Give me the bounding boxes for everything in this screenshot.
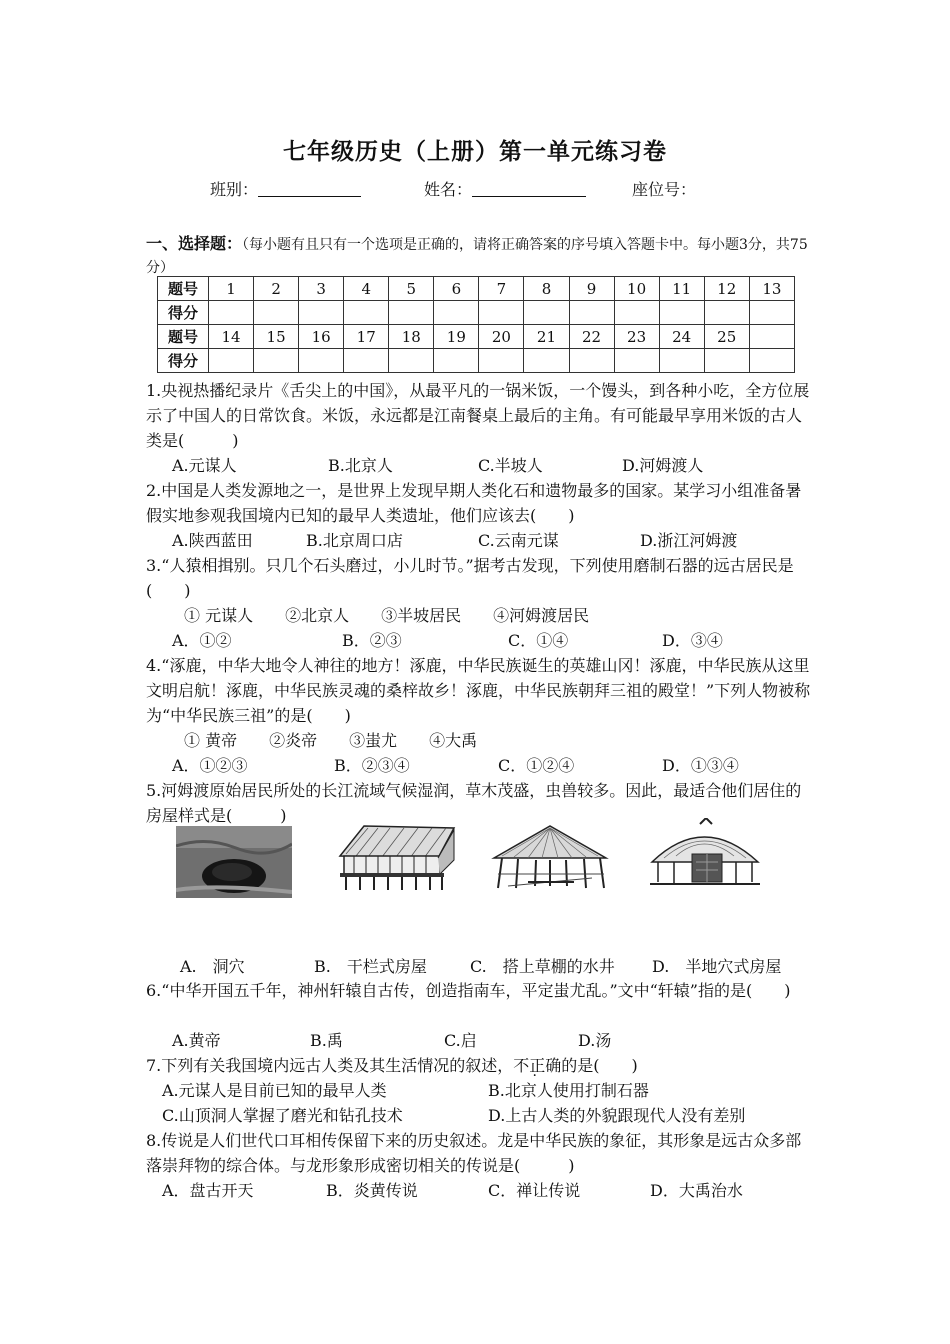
name-field	[424, 177, 586, 200]
score-cell[interactable]	[209, 349, 254, 373]
question-7-stem	[146, 1053, 811, 1078]
table-cell: 6	[434, 277, 479, 301]
table-cell: 24	[659, 325, 704, 349]
table-cell	[749, 325, 794, 349]
table-cell: 7	[479, 277, 524, 301]
q6-option-c: C.启	[444, 1031, 477, 1050]
table-cell: 1	[209, 277, 254, 301]
q5-option-a: A. 洞穴	[180, 957, 245, 976]
table-cell: 18	[389, 325, 434, 349]
q7-stem-start: 7.下列有关我国境内远古人类及其生活情况的叙述，	[146, 1056, 514, 1075]
table-cell: 16	[299, 325, 344, 349]
page-title: 七年级历史（上册）第一单元练习卷	[283, 139, 667, 165]
q2-option-d: D.浙江河姆渡	[640, 531, 738, 550]
score-cell[interactable]	[659, 301, 704, 325]
q2-option-a: A.陕西蓝田	[172, 531, 253, 550]
q3-option-d: D．③④	[662, 631, 723, 650]
table-cell: 19	[434, 325, 479, 349]
score-cell[interactable]	[749, 349, 794, 373]
score-cell[interactable]	[209, 301, 254, 325]
score-cell[interactable]	[659, 349, 704, 373]
score-cell[interactable]	[704, 349, 749, 373]
table-cell: 15	[254, 325, 299, 349]
table-cell: 20	[479, 325, 524, 349]
question-5-stem: 5.河姆渡原始居民所处的长江流域气候湿润，草木茂盛，虫兽较多。因此，最适合他们居住的房屋样式是( )	[146, 781, 802, 825]
q1-option-d: D.河姆渡人	[622, 456, 704, 475]
table-cell: 2	[254, 277, 299, 301]
table-cell: 21	[524, 325, 569, 349]
table-cell: 10	[614, 277, 659, 301]
q4-option-d: D．①③④	[662, 756, 739, 775]
score-cell[interactable]	[524, 349, 569, 373]
question-1-stem: 1.央视热播纪录片《舌尖上的中国》，从最平凡的一锅米饭，一个馒头，到各种小吃，全方位展示了中国人的日常饮食。米饭，永远都是江南餐桌上最后的主角。有可能最早享用米饭的古人类是( )	[146, 381, 810, 450]
score-cell[interactable]	[254, 301, 299, 325]
class-label: 班别：	[210, 180, 259, 199]
score-cell[interactable]	[299, 349, 344, 373]
q8-option-a: A．盘古开天	[162, 1181, 254, 1200]
q1-option-b: B.北京人	[328, 456, 393, 475]
score-cell[interactable]	[434, 301, 479, 325]
question-8-stem: 8.传说是人们世代口耳相传保留下来的历史叙述。龙是中华民族的象征，其形象是远古众多部落崇拜物的综合体。与龙形象形成密切相关的传说是( )	[146, 1131, 802, 1175]
score-cell[interactable]	[524, 301, 569, 325]
q6-option-b: B.禹	[310, 1031, 343, 1050]
table-header-cell: 题号	[158, 277, 209, 301]
q8-option-c: C．禅让传说	[488, 1181, 581, 1200]
q5-option-d: D. 半地穴式房屋	[652, 957, 782, 976]
score-cell[interactable]	[389, 349, 434, 373]
q8-option-b: B．炎黄传说	[326, 1181, 418, 1200]
q6-option-a: A.黄帝	[172, 1031, 221, 1050]
score-cell[interactable]	[569, 349, 614, 373]
name-label: 姓名：	[424, 180, 473, 199]
cave-image	[176, 826, 292, 898]
q4-items: ① 黄帝 ②炎帝 ③蚩尤 ④大禹	[184, 731, 478, 750]
section-1-note: （每小题有且只有一个选项是正确的，请将正确答案的序号填入答题卡中。每小题3分，共75分）	[146, 237, 808, 276]
table-cell: 5	[389, 277, 434, 301]
q3-option-a: A．①②	[172, 631, 232, 650]
question-2-stem: 2.中国是人类发源地之一，是世界上发现早期人类化石和遗物最多的国家。某学习小组准备暑假实地参观我国境内已知的最早人类遗址，他们应该去( )	[146, 481, 802, 525]
table-cell: 4	[344, 277, 389, 301]
q1-option-a: A.元谋人	[172, 456, 237, 475]
seat-field	[632, 177, 696, 200]
seat-label: 座位号：	[632, 180, 697, 199]
score-cell[interactable]	[614, 349, 659, 373]
table-cell: 17	[344, 325, 389, 349]
q4-option-b: B．②③④	[334, 756, 410, 775]
score-cell[interactable]	[254, 349, 299, 373]
q8-option-d: D．大禹治水	[650, 1181, 743, 1200]
score-cell[interactable]	[344, 301, 389, 325]
q7-option-b: B.北京人使用打制石器	[488, 1081, 649, 1100]
answer-row-scores-2	[158, 349, 795, 373]
answer-row-scores-1	[158, 301, 795, 325]
table-cell: 25	[704, 325, 749, 349]
table-header-cell: 得分	[158, 349, 209, 373]
class-blank	[258, 180, 361, 197]
score-cell[interactable]	[389, 301, 434, 325]
class-field	[210, 177, 361, 200]
q6-option-d: D.汤	[578, 1031, 612, 1050]
q7-option-d: D.上古人类的外貌跟现代人没有差别	[488, 1106, 746, 1125]
answer-table	[157, 276, 795, 373]
table-cell: 23	[614, 325, 659, 349]
thatched-well-image	[488, 820, 612, 892]
q1-option-c: C.半坡人	[478, 456, 543, 475]
q3-items: ① 元谋人 ②北京人 ③半坡居民 ④河姆渡居民	[184, 606, 590, 625]
table-cell: 22	[569, 325, 614, 349]
section-1-title: 一、选择题：	[146, 234, 243, 253]
q7-stem-end: 的是( )	[561, 1056, 638, 1075]
section-1-heading	[146, 232, 818, 280]
semi-subterranean-house-image	[644, 818, 766, 890]
q5-option-b: B. 干栏式房屋	[314, 957, 427, 976]
score-cell[interactable]	[704, 301, 749, 325]
table-cell: 11	[659, 277, 704, 301]
table-header-cell: 题号	[158, 325, 209, 349]
question-4-stem: 4.“涿鹿，中华大地令人神往的地方！涿鹿，中华民族诞生的英雄山冈！涿鹿，中华民族从这里文明启航！涿鹿，中华民族灵魂的桑梓故乡！涿鹿，中华民族朝拜三祖的殿堂！”下列人物被称为“中华民族三祖”的是( )	[146, 656, 811, 725]
table-cell: 3	[299, 277, 344, 301]
answer-row-numbers-2	[158, 325, 795, 349]
table-header-cell: 得分	[158, 301, 209, 325]
q4-option-c: C．①②④	[498, 756, 575, 775]
q7-option-c: C.山顶洞人掌握了磨光和钻孔技术	[162, 1106, 403, 1125]
table-cell: 8	[524, 277, 569, 301]
q3-option-c: C．①④	[508, 631, 569, 650]
score-cell[interactable]	[479, 301, 524, 325]
table-cell: 9	[569, 277, 614, 301]
q7-stem-emphasis: 不正确	[513, 1056, 562, 1075]
score-cell[interactable]	[299, 301, 344, 325]
q2-option-b: B.北京周口店	[306, 531, 403, 550]
score-cell[interactable]	[479, 349, 524, 373]
table-cell: 13	[749, 277, 794, 301]
q3-option-b: B．②③	[342, 631, 402, 650]
score-cell[interactable]	[749, 301, 794, 325]
table-cell: 12	[704, 277, 749, 301]
q2-option-c: C.云南元谋	[478, 531, 559, 550]
answer-row-numbers-1	[158, 277, 795, 301]
score-cell[interactable]	[434, 349, 479, 373]
q5-option-c: C. 搭上草棚的水井	[470, 957, 615, 976]
stilt-house-image	[334, 820, 462, 892]
name-blank	[472, 180, 586, 197]
score-cell[interactable]	[569, 301, 614, 325]
score-cell[interactable]	[614, 301, 659, 325]
table-cell: 14	[209, 325, 254, 349]
question-6-stem: 6.“中华开国五千年，神州轩辕自古传，创造指南车，平定蚩尤乱。”文中“轩辕”指的是( )	[146, 981, 791, 1000]
q7-option-a: A.元谋人是目前已知的最早人类	[162, 1081, 387, 1100]
question-3-stem: 3.“人猿相揖别。只几个石头磨过，小儿时节。”据考古发现，下列使用磨制石器的远古居民是( )	[146, 556, 794, 600]
q4-option-a: A．①②③	[172, 756, 248, 775]
score-cell[interactable]	[344, 349, 389, 373]
